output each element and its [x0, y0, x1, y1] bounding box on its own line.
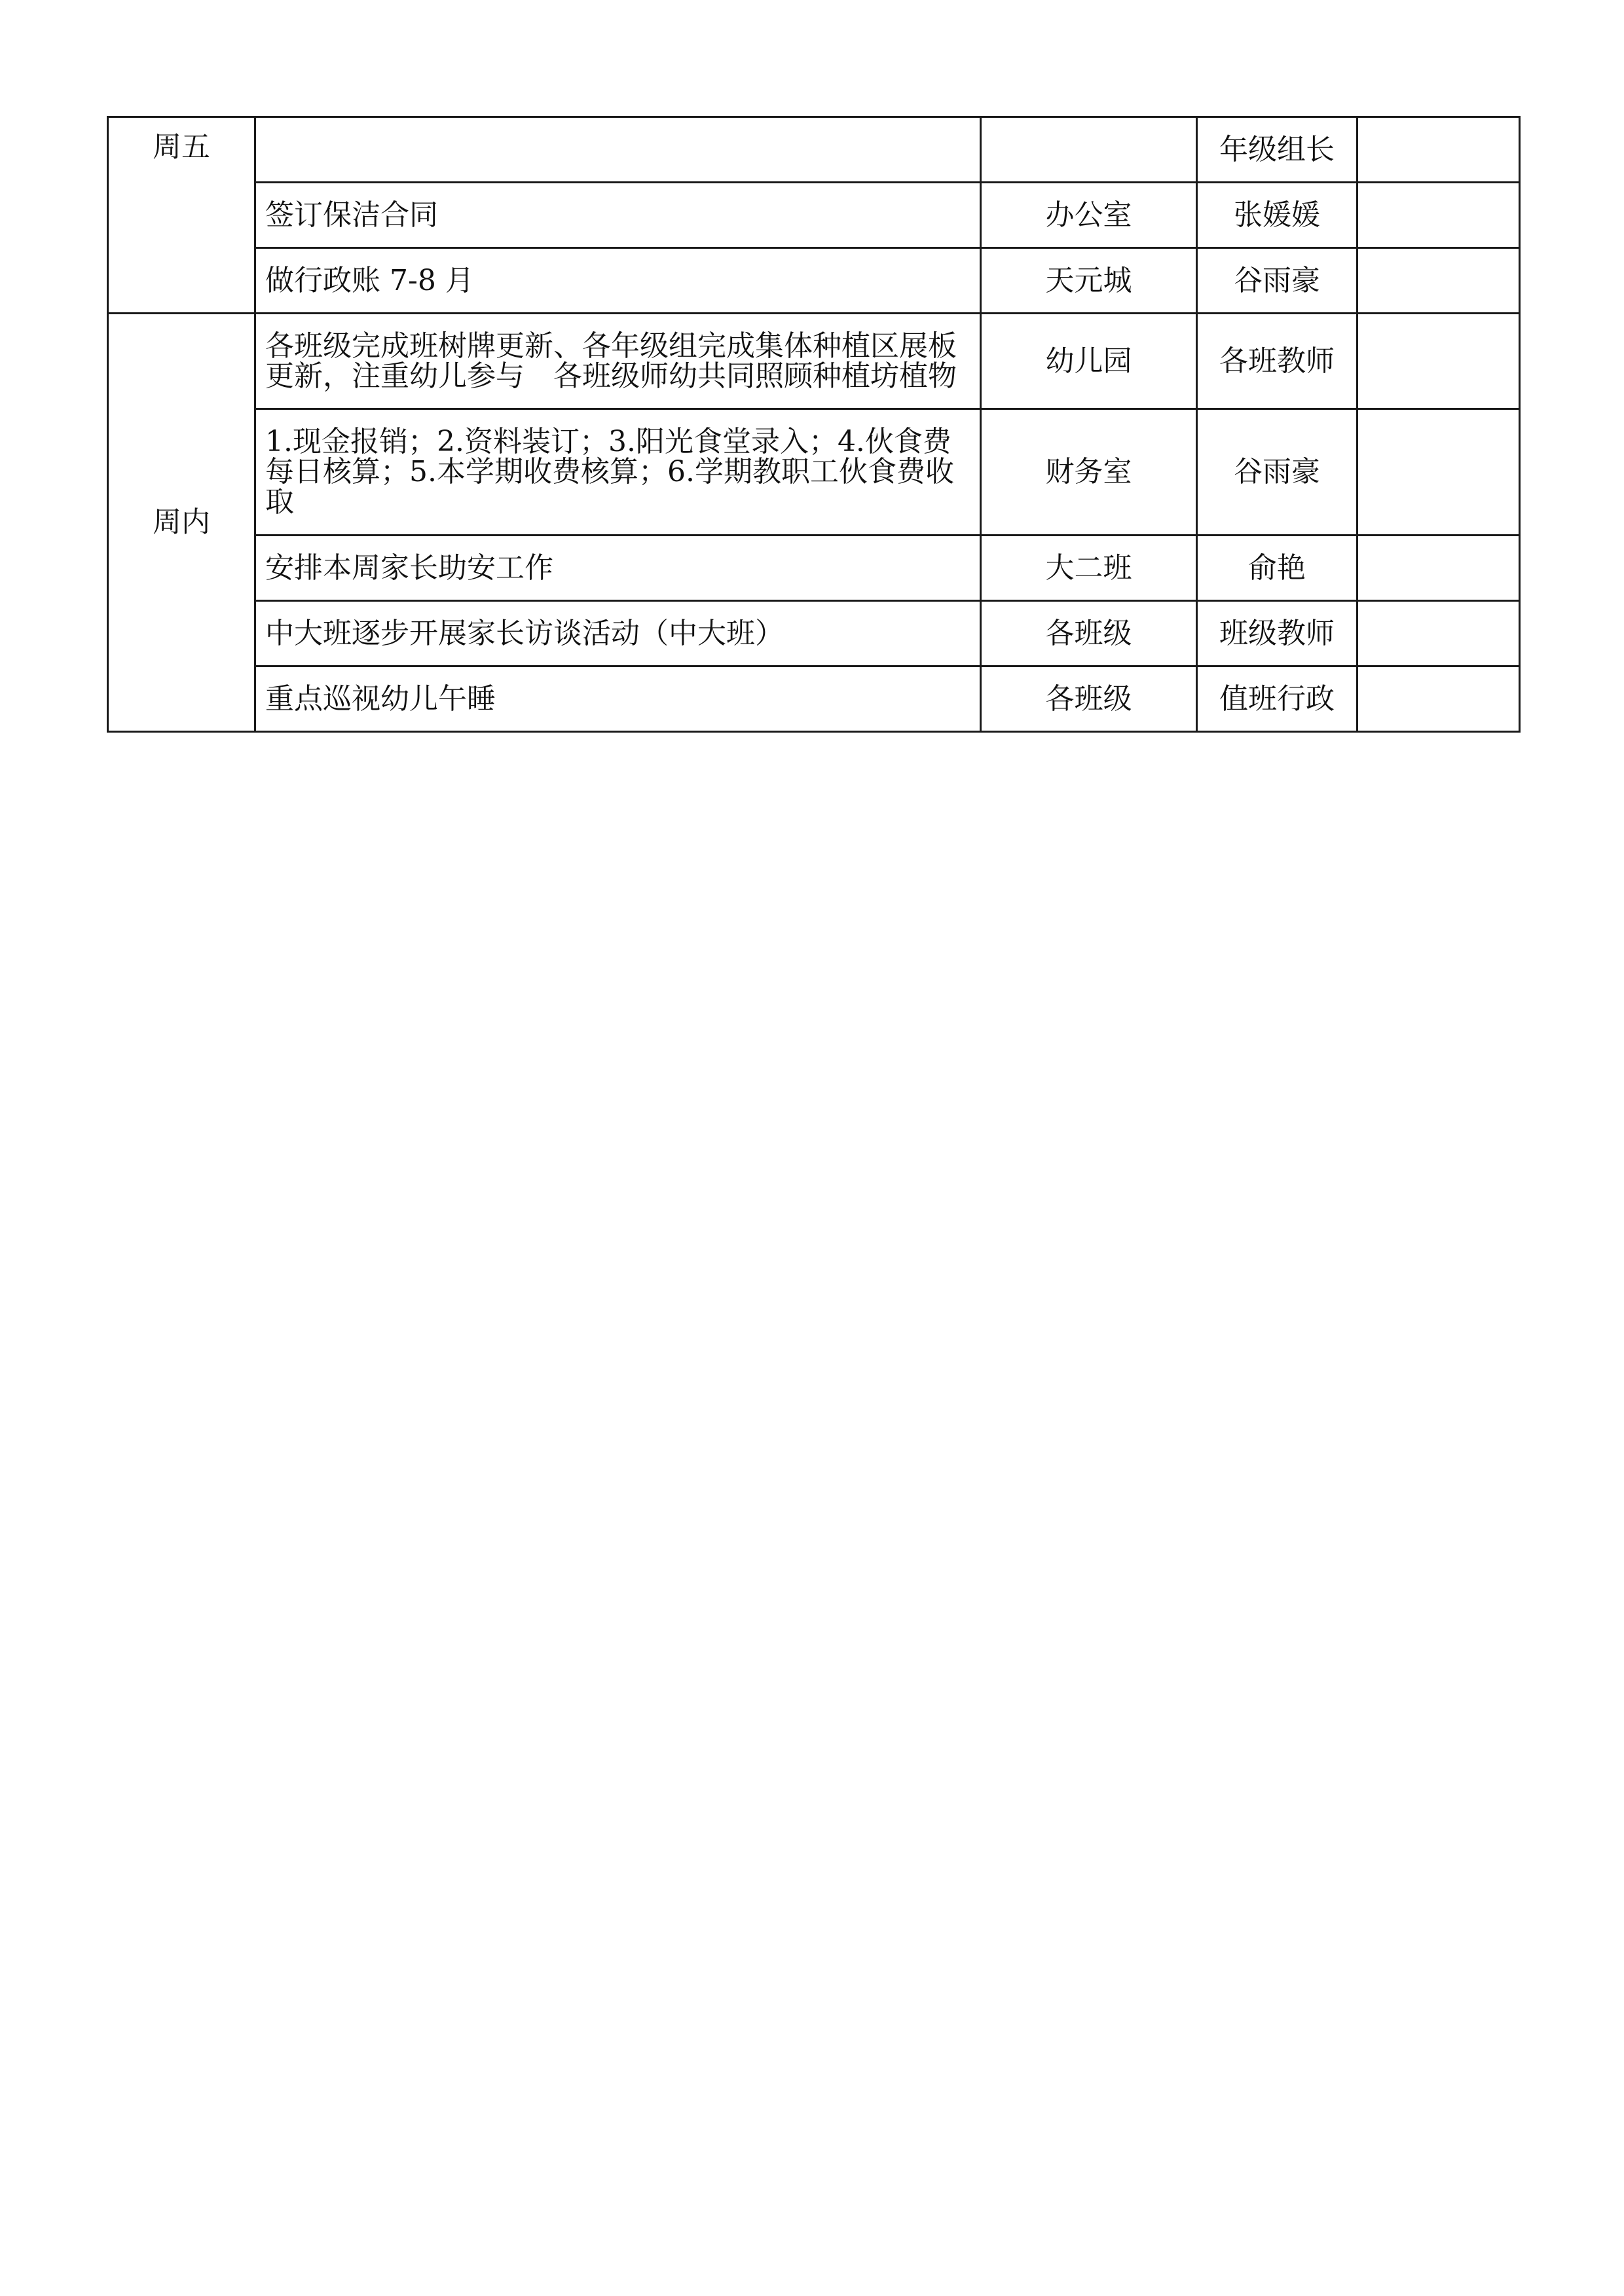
place-cell: 办公室: [981, 183, 1197, 248]
note-cell: [1357, 536, 1520, 601]
table-row: [108, 666, 1520, 732]
table-row: [108, 314, 1520, 409]
note-cell: [1357, 183, 1520, 248]
note-cell: [1357, 314, 1520, 409]
weekly-schedule-table: [107, 116, 1521, 733]
task-cell: [255, 117, 981, 183]
task-cell: 各班级完成班树牌更新、各年级组完成集体种植区展板更新，注重幼儿参与 各班级师幼共同照顾种植坊植物: [255, 314, 981, 409]
place-cell: 各班级: [981, 666, 1197, 732]
owner-cell: 俞艳: [1197, 536, 1357, 601]
table-row: [108, 183, 1520, 248]
task-cell: 1.现金报销；2.资料装订；3.阳光食堂录入；4.伙食费每日核算；5.本学期收费核算；6.学期教职工伙食费收取: [255, 409, 981, 536]
place-cell: 大二班: [981, 536, 1197, 601]
place-cell: 天元城: [981, 248, 1197, 314]
note-cell: [1357, 117, 1520, 183]
place-cell: 财务室: [981, 409, 1197, 536]
owner-cell: 值班行政: [1197, 666, 1357, 732]
place-cell: [981, 117, 1197, 183]
note-cell: [1357, 248, 1520, 314]
owner-cell: 谷雨豪: [1197, 409, 1357, 536]
day-cell-friday: 周五: [108, 117, 255, 314]
task-cell: 签订保洁合同: [255, 183, 981, 248]
owner-cell: 各班教师: [1197, 314, 1357, 409]
place-cell: 各班级: [981, 601, 1197, 666]
note-cell: [1357, 666, 1520, 732]
place-cell: 幼儿园: [981, 314, 1197, 409]
owner-cell: 年级组长: [1197, 117, 1357, 183]
table-row: [108, 601, 1520, 666]
day-cell-weekdays: 周内: [108, 314, 255, 732]
note-cell: [1357, 409, 1520, 536]
table-row: [108, 409, 1520, 536]
table-row: [108, 117, 1520, 183]
task-cell: 安排本周家长助安工作: [255, 536, 981, 601]
owner-cell: 张媛媛: [1197, 183, 1357, 248]
note-cell: [1357, 601, 1520, 666]
table-row: [108, 536, 1520, 601]
task-cell: 重点巡视幼儿午睡: [255, 666, 981, 732]
owner-cell: 谷雨豪: [1197, 248, 1357, 314]
task-cell: 中大班逐步开展家长访谈活动（中大班）: [255, 601, 981, 666]
table-row: [108, 248, 1520, 314]
task-cell: 做行政账 7-8 月: [255, 248, 981, 314]
owner-cell: 班级教师: [1197, 601, 1357, 666]
